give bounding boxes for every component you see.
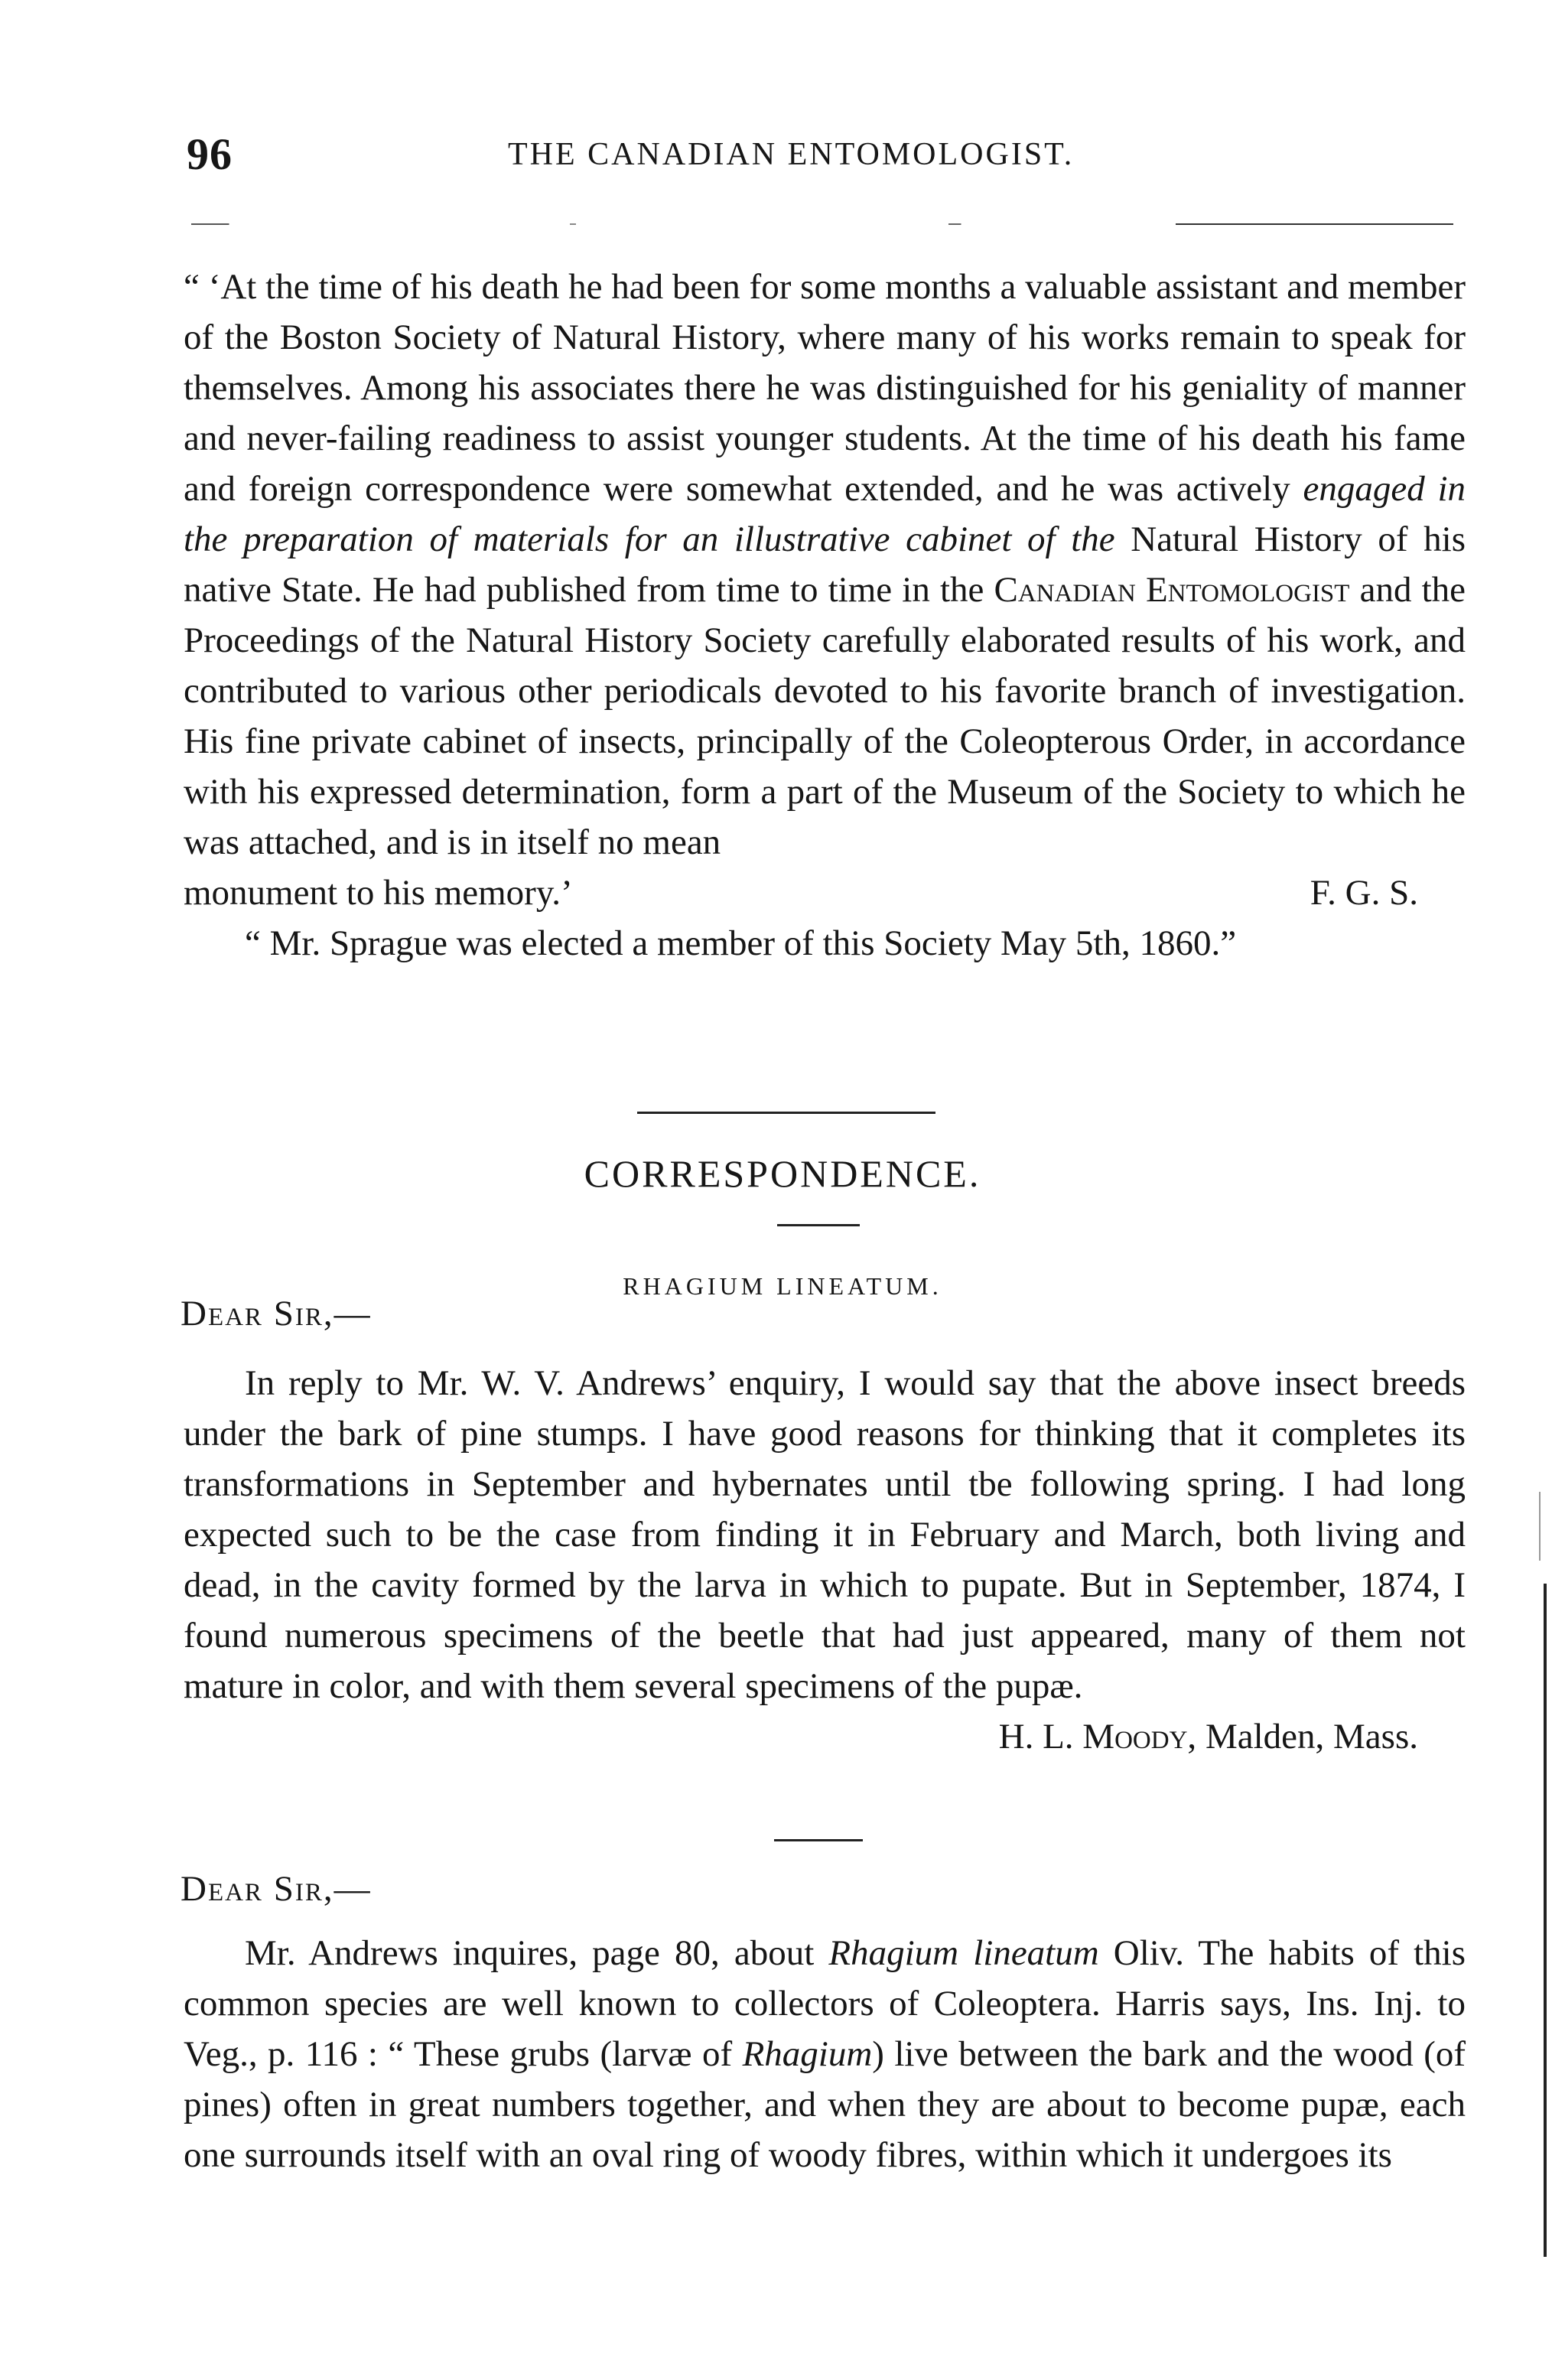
letter2-text-3: ) live between the bark and the wood (of pines) often in great numbers together, and when they are about to become pupæ, each one surrounds itself with an oval ring of woody fibres, within which it undergoes its [184, 2034, 1466, 2175]
subsection-title: RHAGIUM LINEATUM. [623, 1272, 942, 1300]
letter2-text-1: Mr. Andrews inquires, page 80, about [245, 1933, 815, 1973]
journal-name: Canadian Entomologist [994, 570, 1350, 610]
title-short-rule [777, 1224, 860, 1226]
page-header [187, 129, 1464, 182]
obituary-italic-text: engaged in the preparation of materials for an illustrative cabinet of the [184, 469, 1466, 559]
letter2-salutation: Dear Sir,— [181, 1869, 372, 1909]
section-divider-rule [637, 1112, 935, 1114]
letter1-salutation: Dear Sir,— [181, 1294, 372, 1333]
genus-name: Rhagium [742, 2034, 873, 2074]
scan-margin-speck [1539, 1492, 1541, 1561]
species-name: Rhagium lineatum [828, 1933, 1099, 1973]
letter1-body-block [184, 1358, 1466, 1762]
letter2-text-2: Oliv. The habits of this common species are well known to collectors of Coleoptera. Harris says, Ins. Inj. to Veg., p. 116 : “ These grubs (larvæ of [184, 1933, 1466, 2074]
section-title: CORRESPONDENCE. [584, 1152, 981, 1195]
obituary-signature: F. G. S. [1310, 873, 1418, 913]
page-number: 96 [187, 129, 233, 179]
header-rule [191, 223, 1453, 225]
scan-margin-edge [1544, 1584, 1547, 2257]
letter1-signature-name: H. L. Moody, [998, 1717, 1197, 1757]
obituary-signature-line [184, 868, 1466, 918]
letter1-signature [184, 1711, 1466, 1762]
running-title: THE CANADIAN ENTOMOLOGIST. [508, 137, 1075, 172]
obituary-text-3: and the Proceedings of the Natural History Society carefully elaborated results of his work, and contributed to various other periodicals devoted to his favorite branch of investigation. His fine private cabinet of insects, principally of the Coleopterous Order, in accordance with his expressed determination, form a part of the Museum of the Society to which he was attached, and is in itself no mean [184, 570, 1466, 862]
letter1-body: In reply to Mr. W. V. Andrews’ enquiry, I would say that the above insect breeds under the bark of pine stumps. I have good reasons for thinking that it completes its transformations in September and hybernates until tbe following spring. I had long expected such to be the case from finding it in February and March, both living and dead, in the cavity formed by the larva in which to pupate. But in September, 1874, I found numerous specimens of the beetle that had just appeared, many of them not mature in color, and with them several specimens of the pupæ. [184, 1363, 1466, 1706]
obituary-text-1: “ ‘At the time of his death he had been for some months a valuable assistant and member of the Boston Society of Natural History, where many of his works remain to speak for themselves. Among his associates there he was distinguished for his geniality of manner and never-failing readiness to assist younger students. At the time of his death his fame and foreign correspondence were somewhat extended, and he was actively [184, 267, 1466, 509]
obituary-quote [184, 262, 1466, 969]
letter2-body-block [184, 1928, 1466, 2180]
obituary-text-2: Natural History of his native State. He had published from time to time in the [184, 519, 1466, 610]
letter-divider-rule [774, 1839, 863, 1841]
closing-quote: “ Mr. Sprague was elected a member of this Society May 5th, 1860.” [245, 923, 1237, 963]
letter1-signature-place: Malden, Mass. [1205, 1717, 1418, 1757]
obituary-last-line: monument to his memory.’ [184, 873, 573, 913]
